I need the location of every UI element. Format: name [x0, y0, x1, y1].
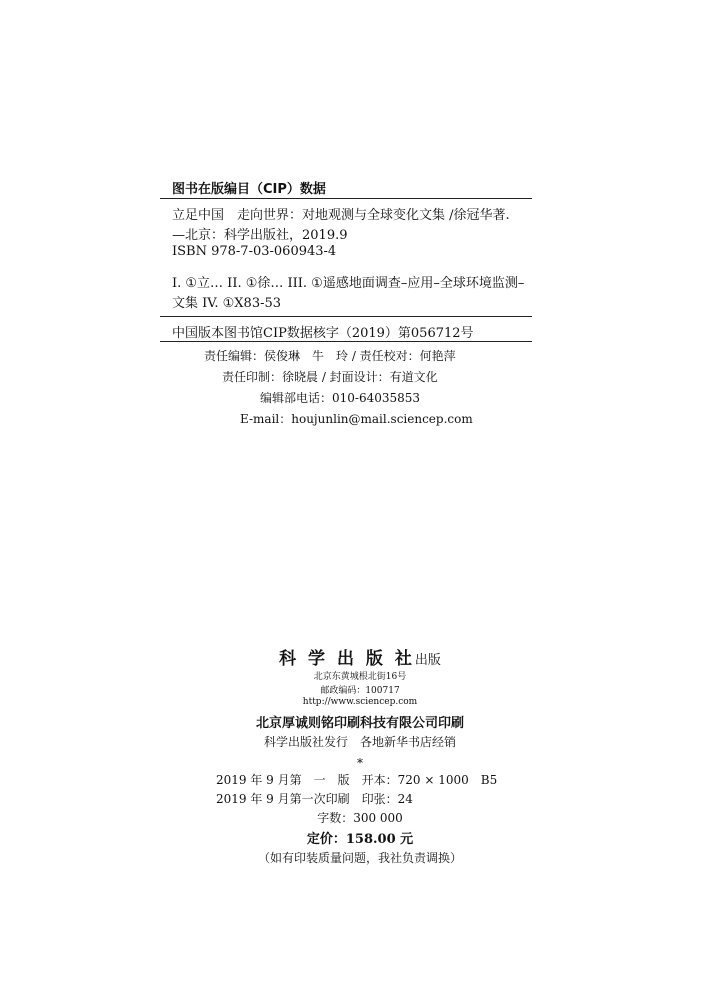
cip-subject-line: I. ①立… II. ①徐… III. ①遥感地面调查–应用–全球环境监测– [172, 276, 525, 291]
cip-publisher-line: —北京：科学出版社，2019.9 [172, 228, 348, 243]
distribution-line: 科学出版社发行 各地新华书店经销 [263, 735, 456, 749]
cip-isbn-line: ISBN 978-7-03-060943-4 [172, 244, 337, 259]
publisher-postcode: 邮政编码：100717 [320, 686, 400, 696]
quality-notice: （如有印装质量问题，我社负责调换） [257, 851, 462, 865]
cip-core-number: 中国版本图书馆CIP数据核字（2019）第056712号 [172, 326, 474, 341]
credit-phone: 编辑部电话：010-64035853 [260, 391, 421, 405]
publisher-url: http://www.sciencep.com [302, 697, 418, 707]
price: 定价：158.00 元 [306, 832, 414, 847]
cip-bottom-rule [160, 341, 532, 342]
publisher-name: 科 学 出 版 社 [279, 649, 415, 669]
publisher-address: 北京东黄城根北街16号 [313, 672, 407, 682]
impression-line: 2019 年 9 月第一次印刷 印张：24 [216, 792, 413, 806]
cip-top-rule [160, 198, 532, 199]
separator-star: * [357, 756, 363, 770]
printer-line: 北京厚诚则铭印刷科技有限公司印刷 [255, 716, 464, 731]
cip-classification-line: 文集 IV. ①X83-53 [172, 296, 282, 311]
credit-print-design: 责任印制：徐晓晨 / 封面设计：有道文化 [222, 370, 438, 384]
credit-email: E-mail：houjunlin@mail.sciencep.com [240, 412, 473, 426]
cip-heading: 图书在版编目（CIP）数据 [172, 182, 326, 197]
credit-editors: 责任编辑：侯俊琳 牛 玲 / 责任校对：何艳萍 [204, 349, 456, 363]
cip-mid-rule [160, 316, 532, 317]
edition-line: 2019 年 9 月第 一 版 开本：720 × 1000 B5 [216, 773, 498, 787]
publisher-line [0, 644, 720, 669]
cip-title-line: 立足中国 走向世界：对地观测与全球变化文集 /徐冠华著. [172, 208, 510, 223]
publisher-suffix: 出版 [414, 653, 441, 668]
word-count: 字数：300 000 [317, 811, 403, 825]
